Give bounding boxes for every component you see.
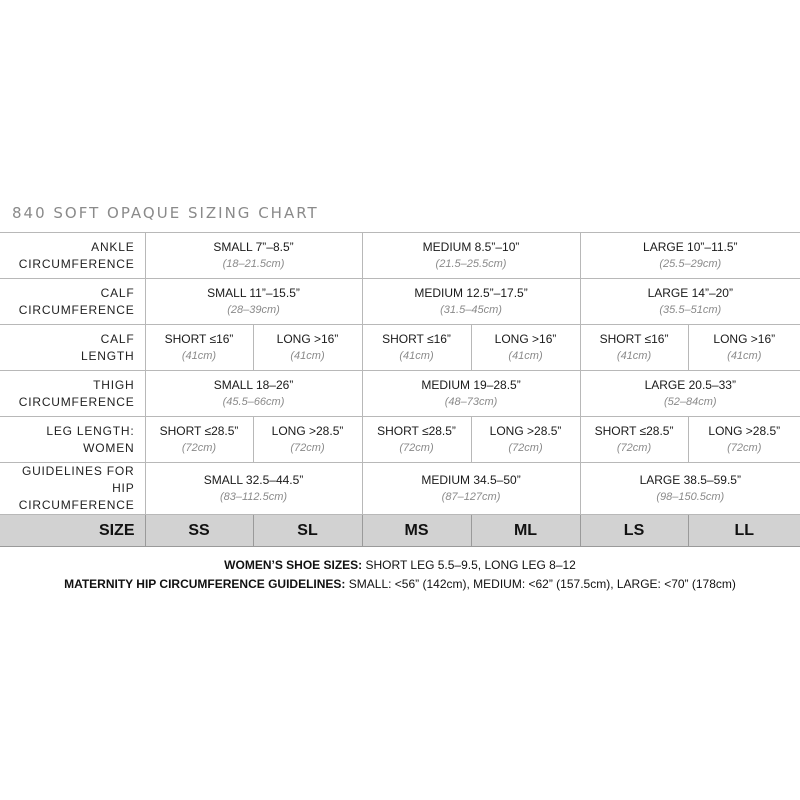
row-label: CALF CIRCUMFERENCE — [0, 279, 145, 325]
table-cell: LONG >16” (41cm) — [688, 325, 800, 371]
row-label: CALF LENGTH — [0, 325, 145, 371]
size-label: SIZE — [0, 515, 145, 547]
table-cell: LARGE 38.5–59.5” (98–150.5cm) — [580, 463, 800, 515]
size-cell-ml: ML — [471, 515, 580, 547]
table-row-calf-length — [0, 325, 800, 371]
table-row-leg-length — [0, 417, 800, 463]
row-label: THIGH CIRCUMFERENCE — [0, 371, 145, 417]
table-cell: SHORT ≤16” (41cm) — [580, 325, 688, 371]
table-cell: LARGE 10”–11.5” (25.5–29cm) — [580, 233, 800, 279]
size-cell-ss: SS — [145, 515, 253, 547]
size-row — [0, 515, 800, 547]
size-cell-ms: MS — [362, 515, 471, 547]
chart-title: 840 SOFT OPAQUE SIZING CHART — [12, 204, 319, 222]
table-cell: SHORT ≤28.5” (72cm) — [580, 417, 688, 463]
table-cell: SMALL 7”–8.5” (18–21.5cm) — [145, 233, 362, 279]
table-cell: SMALL 18–26” (45.5–66cm) — [145, 371, 362, 417]
table-cell: SHORT ≤16” (41cm) — [362, 325, 471, 371]
table-cell: LONG >16” (41cm) — [253, 325, 362, 371]
table-cell: LARGE 14”–20” (35.5–51cm) — [580, 279, 800, 325]
sizing-table — [0, 232, 800, 547]
table-cell: SMALL 11”–15.5” (28–39cm) — [145, 279, 362, 325]
table-cell: LARGE 20.5–33” (52–84cm) — [580, 371, 800, 417]
row-label: LEG LENGTH: WOMEN — [0, 417, 145, 463]
table-cell: MEDIUM 12.5”–17.5” (31.5–45cm) — [362, 279, 580, 325]
table-cell: SHORT ≤28.5” (72cm) — [145, 417, 253, 463]
table-cell: LONG >28.5” (72cm) — [688, 417, 800, 463]
size-cell-sl: SL — [253, 515, 362, 547]
table-cell: SHORT ≤28.5” (72cm) — [362, 417, 471, 463]
table-row-ankle-circumference — [0, 233, 800, 279]
shoe-sizes-note: WOMEN’S SHOE SIZES: SHORT LEG 5.5–9.5, LONG LEG 8–12 — [224, 558, 576, 572]
maternity-note: MATERNITY HIP CIRCUMFERENCE GUIDELINES: SMALL: <56” (142cm), MEDIUM: <62” (157.5cm), LARGE: <70” (178cm) — [64, 577, 736, 591]
size-cell-ll: LL — [688, 515, 800, 547]
table-cell: LONG >28.5” (72cm) — [253, 417, 362, 463]
footnotes — [0, 556, 800, 594]
table-cell: MEDIUM 19–28.5” (48–73cm) — [362, 371, 580, 417]
table-cell: SHORT ≤16” (41cm) — [145, 325, 253, 371]
table-row-hip-circumference — [0, 463, 800, 515]
table-cell: LONG >16” (41cm) — [471, 325, 580, 371]
size-cell-ls: LS — [580, 515, 688, 547]
table-row-calf-circumference — [0, 279, 800, 325]
table-row-thigh-circumference — [0, 371, 800, 417]
row-label: GUIDELINES FOR HIP CIRCUMFERENCE — [0, 463, 145, 515]
table-cell: MEDIUM 8.5”–10” (21.5–25.5cm) — [362, 233, 580, 279]
table-cell: SMALL 32.5–44.5” (83–112.5cm) — [145, 463, 362, 515]
table-cell: MEDIUM 34.5–50” (87–127cm) — [362, 463, 580, 515]
row-label: ANKLE CIRCUMFERENCE — [0, 233, 145, 279]
table-cell: LONG >28.5” (72cm) — [471, 417, 580, 463]
